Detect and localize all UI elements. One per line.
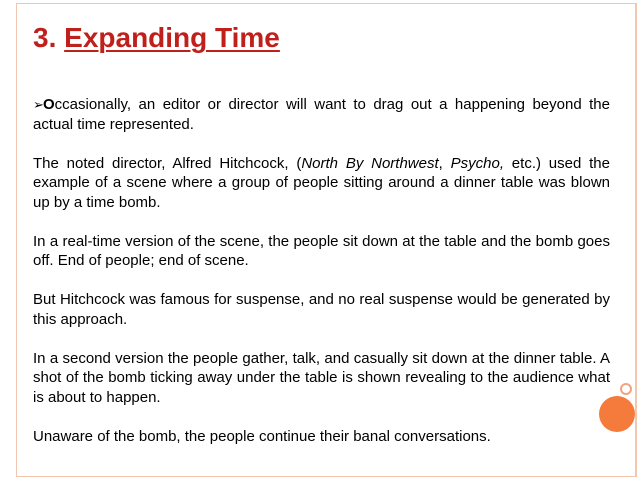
film-title-psycho: Psycho, (450, 154, 504, 172)
paragraph-4: But Hitchcock was famous for suspense, and no real suspense would be generated by this approach. (33, 291, 610, 328)
paragraph-2-text-b: , (438, 154, 451, 172)
slide-body (33, 95, 610, 466)
paragraph-2-text-a: The noted director, Alfred Hitchcock, ( (33, 154, 302, 172)
slide-title (33, 22, 280, 54)
arrow-bullet-icon: ➢ (33, 97, 44, 112)
decorative-small-circle (620, 383, 632, 395)
title-number: 3. (33, 22, 57, 53)
paragraph-2-text-c: etc.) used the example of a scene where a group of people sitting around a dinner table was blown up by a time bomb. (33, 154, 610, 211)
paragraph-6: Unaware of the bomb, the people continue their banal conversations. (33, 427, 491, 445)
paragraph-1-text: ccasionally, an editor or director will want to drag out a happening beyond the actual time represented. (33, 96, 610, 133)
paragraph-2 (33, 154, 610, 213)
paragraph-5: In a second version the people gather, talk, and casually sit down at the dinner table. A shot of the bomb ticking away under the table is shown revealing to the audience what is about to happen. (33, 349, 610, 406)
paragraph-1 (33, 95, 610, 134)
film-title-north-by-northwest: North By Northwest (301, 154, 439, 172)
paragraph-1-first-letter: O (43, 96, 55, 113)
frame-right-line (636, 3, 637, 477)
paragraph-3: In a real-time version of the scene, the people sit down at the table and the bomb goes off. End of people; end of scene. (33, 232, 610, 269)
title-text: Expanding Time (64, 22, 280, 53)
